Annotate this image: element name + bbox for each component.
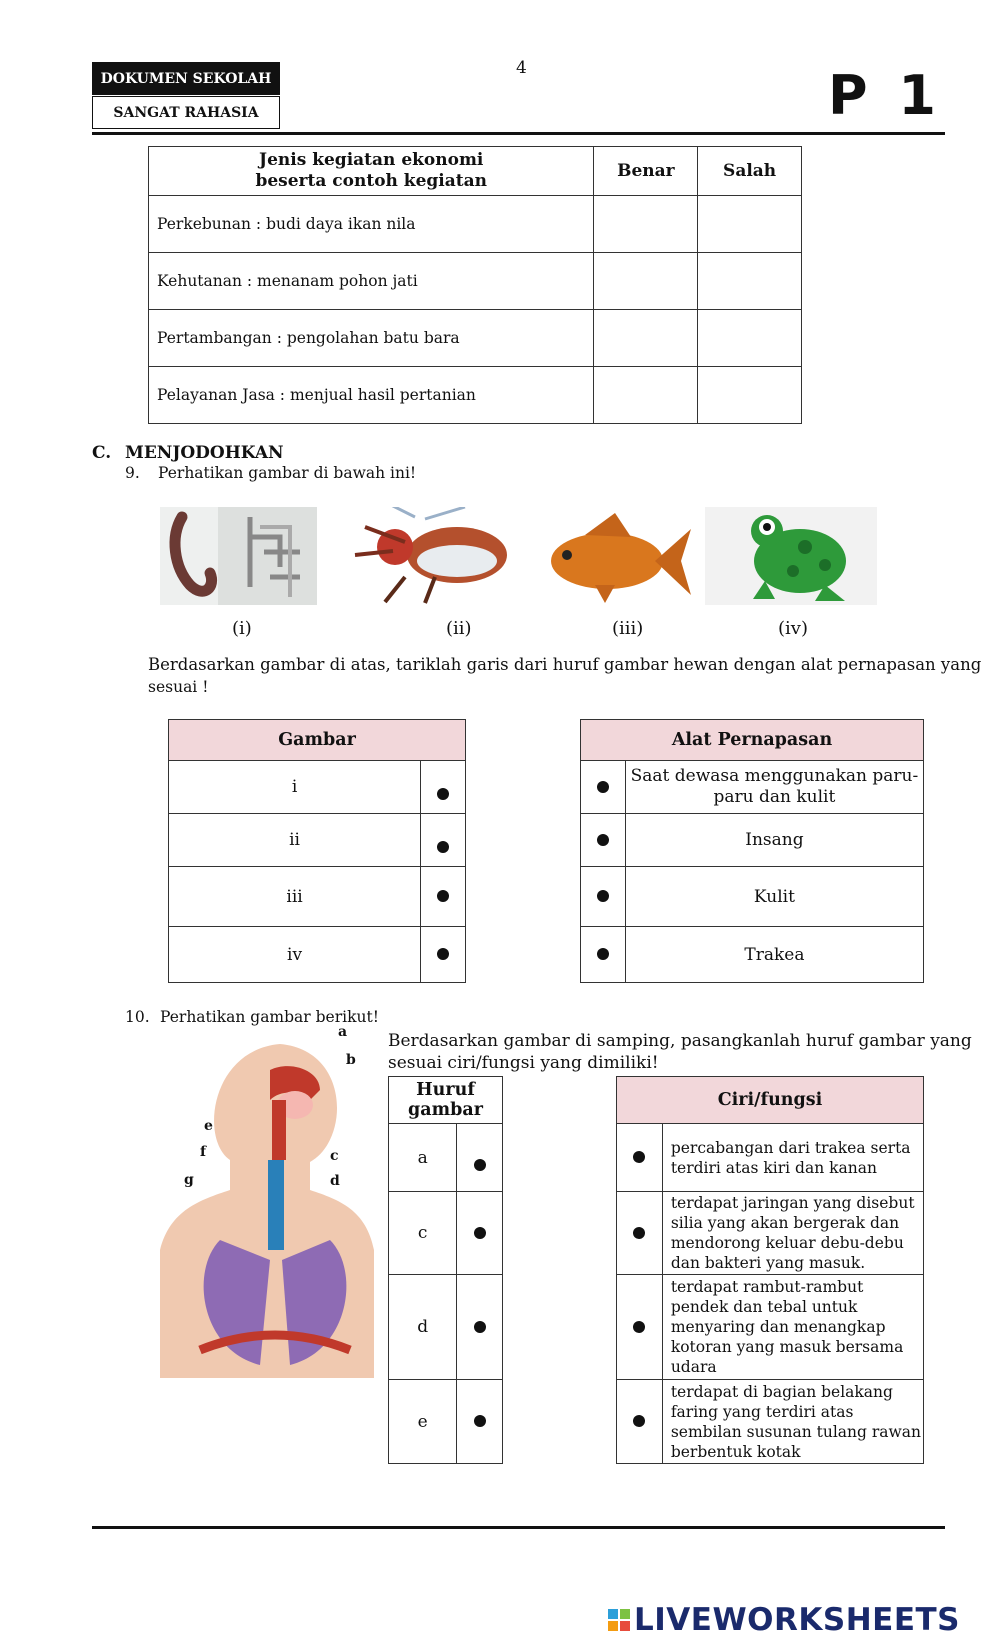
table-row (617, 1275, 924, 1380)
image-label: (iii) (612, 618, 644, 639)
match-dot[interactable] (617, 1124, 663, 1192)
huruf-cell: e (389, 1380, 457, 1464)
image-label: (iv) (778, 618, 808, 639)
ciri-cell: percabangan dari trakea serta terdiri atas kiri dan kanan (662, 1124, 923, 1192)
match-dot[interactable] (421, 867, 466, 927)
match-dot[interactable] (457, 1380, 503, 1464)
table-row (169, 761, 466, 814)
table-row (149, 367, 802, 424)
diagram-letter: d (330, 1173, 340, 1189)
header-rule (92, 132, 945, 135)
diagram-letter: b (346, 1052, 356, 1068)
match-dot[interactable] (421, 814, 466, 867)
grasshopper-image (345, 507, 508, 605)
q10-huruf-table (388, 1076, 503, 1464)
ciri-cell: terdapat jaringan yang disebut silia yang akan bergerak dan mendorong keluar debu-debu dan bakteri yang masuk. (662, 1192, 923, 1275)
section-title: MENJODOHKAN (125, 443, 284, 463)
match-dot[interactable] (617, 1192, 663, 1275)
frog-image (705, 507, 877, 605)
q10-instruction: Berdasarkan gambar di samping, pasangkanlah huruf gambar yang (388, 1031, 972, 1051)
table-row (389, 1192, 503, 1275)
secret-label: SANGAT RAHASIA (92, 96, 280, 129)
salah-answer-cell[interactable] (698, 310, 802, 367)
q9-instruction: Berdasarkan gambar di atas, tariklah garis dari huruf gambar hewan dengan alat pernapasan yang (148, 655, 982, 674)
diagram-letter: f (200, 1144, 207, 1160)
match-dot[interactable] (581, 761, 626, 814)
salah-answer-cell[interactable] (698, 367, 802, 424)
match-dot[interactable] (457, 1124, 503, 1192)
footer-rule (92, 1526, 945, 1529)
gambar-cell: iv (169, 927, 421, 983)
activity-cell: Perkebunan : budi daya ikan nila (149, 196, 594, 253)
huruf-header: Huruf gambar (389, 1077, 503, 1124)
gambar-cell: iii (169, 867, 421, 927)
alat-cell: Kulit (625, 867, 923, 927)
benar-answer-cell[interactable] (594, 367, 698, 424)
table-row (169, 867, 466, 927)
ciri-fungsi-header: Ciri/fungsi (617, 1077, 924, 1124)
benar-header: Benar (594, 147, 698, 196)
table-row (581, 927, 924, 983)
diagram-letter: c (330, 1148, 339, 1164)
table-row (149, 196, 802, 253)
respiratory-system-diagram (160, 1024, 374, 1378)
table-row (389, 1275, 503, 1380)
q9-gambar-table (168, 719, 466, 983)
table-row (617, 1192, 924, 1275)
table-row (581, 814, 924, 867)
match-dot[interactable] (617, 1275, 663, 1380)
q10-number: 10. (125, 1008, 150, 1026)
gambar-header: Gambar (169, 720, 466, 761)
q9-alat-pernapasan-table (580, 719, 924, 983)
benar-answer-cell[interactable] (594, 196, 698, 253)
alat-pernapasan-header: Alat Pernapasan (581, 720, 924, 761)
table-row (169, 814, 466, 867)
alat-cell: Insang (625, 814, 923, 867)
diagram-letter: e (204, 1118, 213, 1134)
benar-answer-cell[interactable] (594, 310, 698, 367)
match-dot[interactable] (457, 1275, 503, 1380)
huruf-cell: c (389, 1192, 457, 1275)
gambar-cell: i (169, 761, 421, 814)
table-row (617, 1380, 924, 1464)
match-dot[interactable] (581, 867, 626, 927)
table-row (149, 253, 802, 310)
earthworm-image (160, 507, 317, 605)
table-row (149, 310, 802, 367)
gambar-cell: ii (169, 814, 421, 867)
economic-activity-table (148, 146, 802, 424)
table-row (169, 927, 466, 983)
activity-cell: Pertambangan : pengolahan batu bara (149, 310, 594, 367)
q9-number: 9. (125, 464, 140, 482)
diagram-letter: a (338, 1024, 348, 1040)
match-dot[interactable] (581, 927, 626, 983)
benar-answer-cell[interactable] (594, 253, 698, 310)
match-dot[interactable] (457, 1192, 503, 1275)
paper-code: P 1 (828, 64, 942, 127)
page-number: 4 (516, 58, 527, 78)
match-dot[interactable] (421, 927, 466, 983)
alat-cell: Saat dewasa menggunakan paru- paru dan kulit (625, 761, 923, 814)
table-row (389, 1380, 503, 1464)
diagram-letter: g (184, 1172, 194, 1188)
activity-cell: Kehutanan : menanam pohon jati (149, 253, 594, 310)
huruf-cell: d (389, 1275, 457, 1380)
liveworksheets-logo: LIVEWORKSHEETS (608, 1602, 960, 1638)
match-dot[interactable] (581, 814, 626, 867)
section-letter: C. (92, 443, 112, 463)
table-row (581, 761, 924, 814)
salah-answer-cell[interactable] (698, 196, 802, 253)
logo-icon (608, 1609, 630, 1631)
q10-instruction-cont: sesuai ciri/fungsi yang dimiliki! (388, 1053, 659, 1073)
doc-label: DOKUMEN SEKOLAH (92, 62, 280, 95)
ciri-cell: terdapat di bagian belakang faring yang terdiri atas sembilan susunan tulang rawan berbentuk kotak (662, 1380, 923, 1464)
match-dot[interactable] (421, 761, 466, 814)
huruf-cell: a (389, 1124, 457, 1192)
q10-ciri-fungsi-table (616, 1076, 924, 1464)
table-row (581, 867, 924, 927)
table-row (617, 1124, 924, 1192)
salah-header: Salah (698, 147, 802, 196)
image-label: (ii) (446, 618, 472, 639)
alat-cell: Trakea (625, 927, 923, 983)
goldfish-image (545, 507, 693, 605)
q9-prompt: Perhatikan gambar di bawah ini! (158, 464, 417, 482)
activity-cell: Pelayanan Jasa : menjual hasil pertanian (149, 367, 594, 424)
salah-answer-cell[interactable] (698, 253, 802, 310)
table-row (389, 1124, 503, 1192)
q10-prompt: Perhatikan gambar berikut! (160, 1008, 379, 1026)
match-dot[interactable] (617, 1380, 663, 1464)
q9-instruction-cont: sesuai ! (148, 678, 209, 696)
activity-header: Jenis kegiatan ekonomi beserta contoh kegiatan (149, 147, 594, 196)
ciri-cell: terdapat rambut-rambut pendek dan tebal untuk menyaring dan menangkap kotoran yang masuk bersama udara (662, 1275, 923, 1380)
image-label: (i) (232, 618, 252, 639)
